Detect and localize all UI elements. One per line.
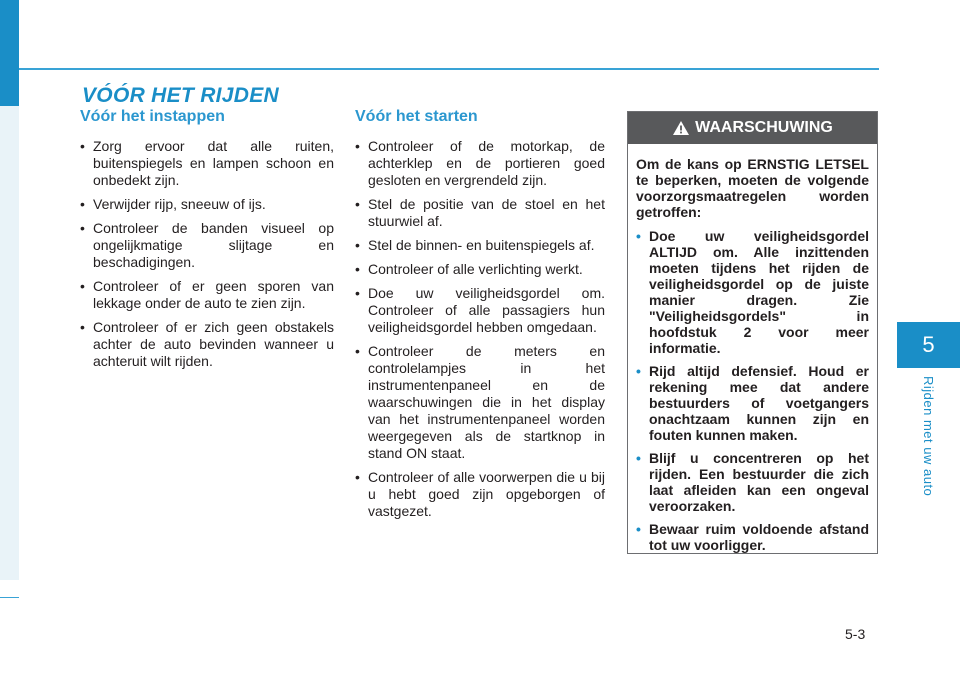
list-item: • Controleer of alle voorwerpen die u bij u hebt goed zijn opgeborgen of vastgezet. [355,469,605,519]
list-item: • Controleer of alle verlichting werkt. [355,261,583,277]
list-item: • Stel de binnen- en buitenspiegels af. [355,237,595,253]
bullet-icon: • [80,278,85,294]
chapter-title: Rijden met uw auto [921,375,936,497]
list-item: • Zorg ervoor dat alle ruiten, buitenspiegels en lampen schoon en onbedekt zijn. [80,138,334,188]
page-number: 5-3 [845,626,866,642]
bullet-icon: • [355,285,360,301]
bullet-icon: • [80,319,85,335]
bullet-icon: • [355,196,360,212]
bullet-icon: • [355,138,360,154]
warning-triangle-icon [672,120,690,136]
bullet-icon: • [80,196,85,212]
bullet-icon: • [355,261,360,277]
instappen-list [80,138,334,370]
margin-strip [0,106,19,580]
list-item: • Controleer of er geen sporen van lekkage onder de auto te zien zijn. [80,278,334,311]
list-item: • Verwijder rijp, sneeuw of ijs. [80,196,266,212]
chapter-number: 5 [922,332,935,357]
bullet-icon: • [80,138,85,154]
chapter-color-bar [0,0,19,106]
section-heading-instappen: Vóór het instappen [80,108,225,125]
bullet-icon: • [636,363,641,379]
section-heading-starten: Vóór het starten [355,108,478,125]
list-item: • Controleer of de motorkap, de achterklep en de portieren goed gesloten en vergrendeld zijn. [355,138,605,188]
list-item: • Doe uw veiligheidsgordel om. Controleer of alle passagiers hun veiligheidsgordel hebben omgedaan. [355,285,605,335]
warning-box [627,111,878,554]
list-item: • Controleer de meters en controlelampjes in het instrumentenpaneel en de waarschuwingen die in het display van het instrumentenpaneel worden weergegeven als de startknop in stand ON staat. [355,343,605,461]
footer-rule [0,597,19,598]
list-item: • Stel de positie van de stoel en het stuurwiel af. [355,196,605,229]
bullet-icon: • [636,450,641,466]
warning-header [628,112,877,144]
warning-title: WAARSCHUWING [695,119,833,136]
list-item: • Controleer of er zich geen obstakels achter de auto bevinden wanneer u achteruit wilt rijden. [80,319,334,369]
warning-item: • Blijf u concentreren op het rijden. Een bestuurder die zich laat afleiden kan een ongeval veroorzaken. [636,450,869,514]
bullet-icon: • [80,220,85,236]
warning-body [628,144,877,553]
bullet-icon: • [636,521,641,537]
bullet-icon: • [355,237,360,253]
page-title: VÓÓR HET RIJDEN [82,84,280,107]
chapter-title-vertical [897,372,960,500]
warning-list [636,228,869,553]
list-item: • Controleer de banden visueel op ongelijkmatige slijtage en beschadigingen. [80,220,334,270]
warning-intro: Om de kans op ERNSTIG LETSEL te beperken, moeten de volgende voorzorgsmaatregelen worden getroffen: [636,156,869,220]
warning-item: • Doe uw veiligheidsgordel ALTIJD om. Alle inzittenden moeten tijdens het rijden de veiligheidsgordel op de juiste manier dragen. Zie "Veiligheidsgordels" in hoofdstuk 2 voor meer informatie. [636,228,869,356]
header-rule [19,68,879,70]
bullet-icon: • [355,469,360,485]
bullet-icon: • [355,343,360,359]
starten-list [355,138,605,520]
warning-item: • Bewaar ruim voldoende afstand tot uw voorligger. [636,521,869,553]
section-instappen [80,106,334,377]
bullet-icon: • [636,228,641,244]
chapter-number-tab [897,322,960,368]
warning-item: • Rijd altijd defensief. Houd er rekening mee dat andere bestuurders of voetgangers onachtzaam kunnen zijn en fouten kunnen maken. [636,363,869,443]
section-starten [355,106,605,527]
